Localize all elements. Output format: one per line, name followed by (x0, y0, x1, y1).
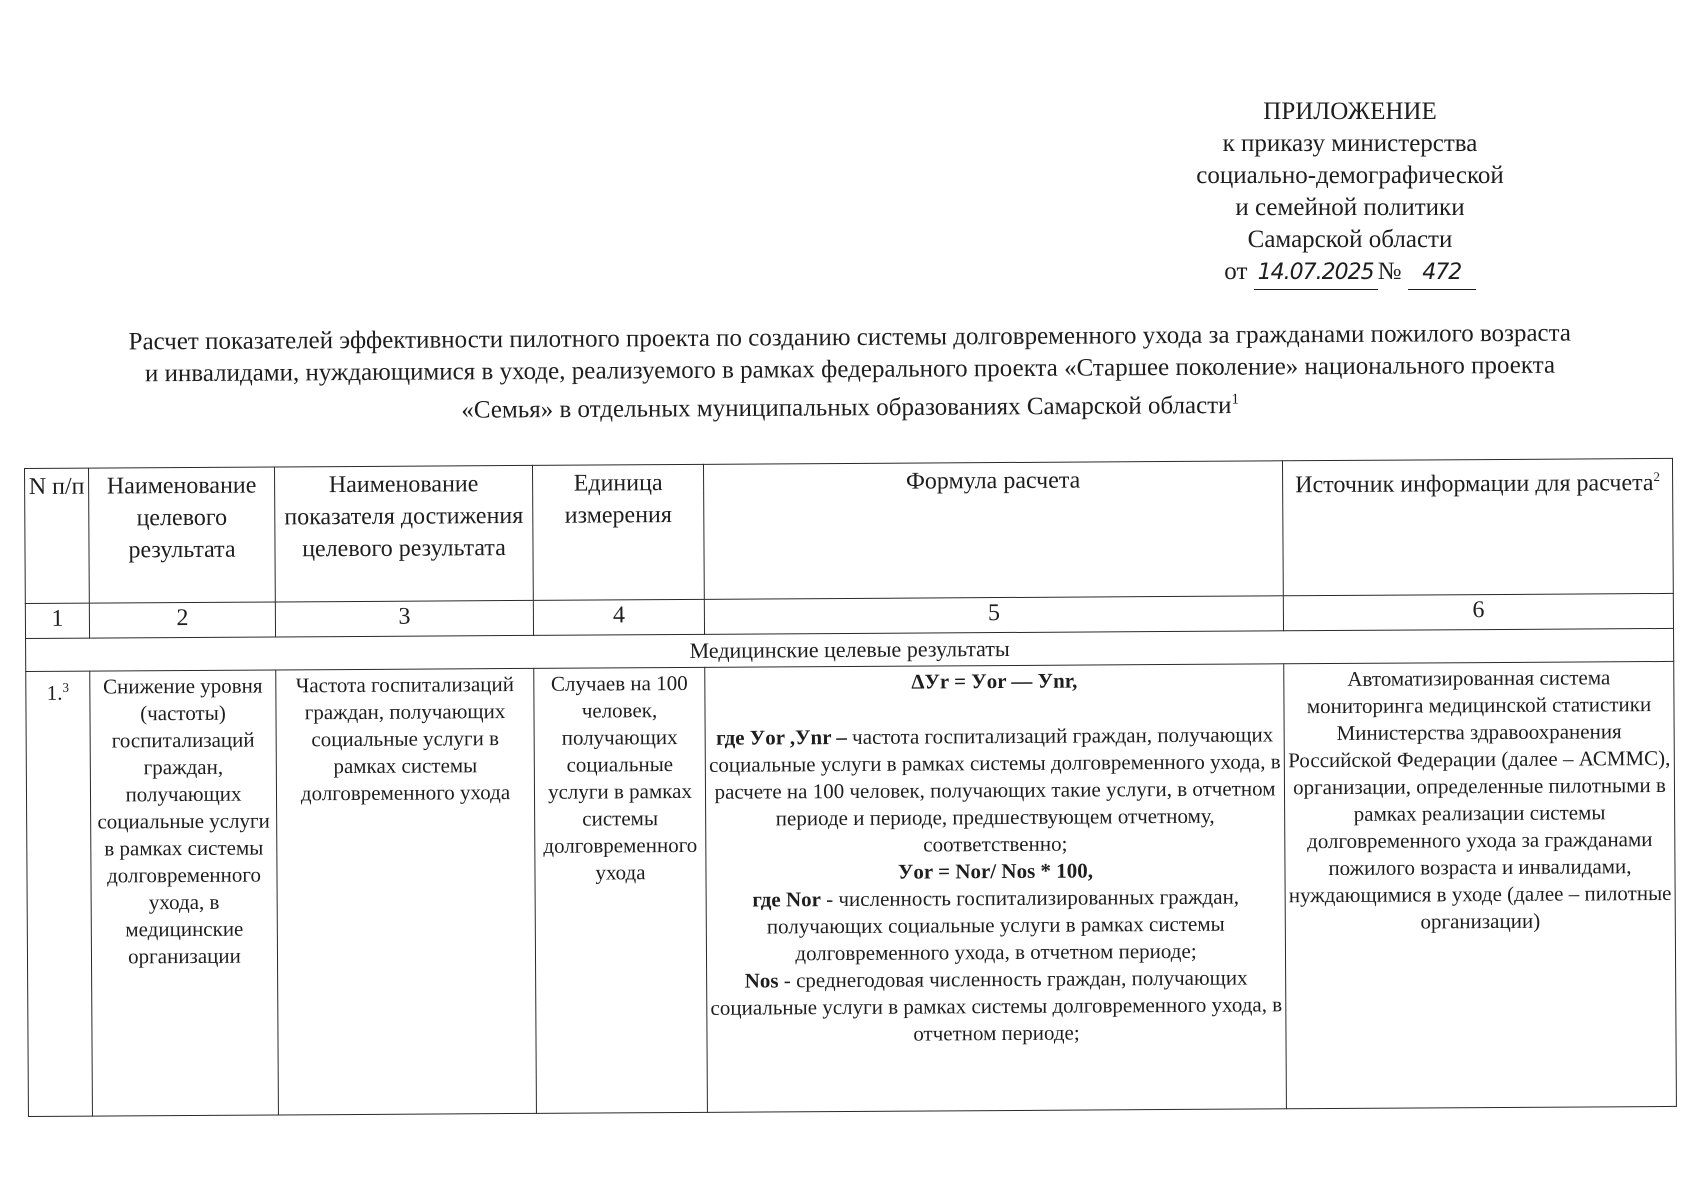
formula-variable: Nos (744, 968, 779, 993)
appendix-line: социально-демографической (1196, 162, 1504, 189)
document-title (120, 318, 1581, 429)
indicators-table (24, 458, 1677, 1117)
header-cell: Наименование показателя достижения целевого результата (274, 465, 533, 602)
source-cell: Автоматизированная система мониторинга медицинской статистики Министерства здравоохранения Российской Федерации (далее – АСММС), организации, определенные пилотными в рамках реализации системы долговременного ухода за гражданами пожилого возраста и инвалидами, нуждающимися в уходе (далее – пилотные организации) (1284, 661, 1677, 1108)
appendix-line: Самарской области (1247, 226, 1453, 253)
unit-cell: Случаев на 100 человек, получающих социальные услуги в рамках системы долговременного ухода (534, 667, 708, 1113)
handwritten-number: 472 (1408, 257, 1476, 290)
header-source-text: Источник информации для расчета (1295, 470, 1654, 499)
formula-explanation (710, 964, 1282, 1048)
formula-explanation-text: - численность госпитализированных граждан, получающих социальные услуги в рамках системы долговременного ухода, в отчетном периоде; (766, 884, 1240, 966)
footnote-mark: 3 (62, 679, 70, 695)
formula-explanation (710, 883, 1282, 967)
formula-variables: где Уor ,Уnr – (715, 724, 847, 750)
column-number: 6 (1283, 593, 1673, 630)
formula-explanation-text: - среднегодовая численность граждан, получающих социальные услуги в рамках системы долговременного ухода, в отчетном периоде; (710, 965, 1283, 1046)
column-number: 1 (25, 603, 89, 638)
footnote-mark: 1 (1231, 391, 1240, 408)
appendix-date-line (1140, 256, 1560, 290)
header-cell: Единица измерения (532, 464, 704, 600)
table-header-row (25, 458, 1674, 603)
formula-main: ΔУr = Уor — Уnr, (911, 668, 1078, 694)
section-title: Медицинские целевые результаты (26, 628, 1674, 671)
formula-variable: где Nor (752, 887, 822, 912)
formula-explanation-text: частота госпитализаций граждан, получающих социальные услуги в рамках системы долговременного ухода, в расчете на 100 человек, получающих такие услуги, в отчетном периоде и периоде, предшествующем отчетному, соответственно; (708, 722, 1281, 857)
number-sign: № (1377, 258, 1402, 285)
header-cell: N п/п (25, 468, 90, 603)
column-number: 4 (533, 599, 704, 635)
date-prefix: от (1224, 258, 1248, 285)
appendix-line: к приказу министерства (1222, 130, 1478, 157)
table-row (26, 661, 1677, 1116)
document-title-text: Расчет показателей эффективности пилотного проекта по созданию системы долговременного ухода за гражданами пожилого возраста и инвалидами, нуждающимися в уходе, реализуемого в рамках федерального проекта «Старшее поколение» национального проекта «Семья» в отдельных муниципальных образованиях Самарской области (128, 319, 1572, 424)
column-number: 5 (704, 596, 1283, 635)
handwritten-date: 14.07.2025 (1254, 257, 1378, 290)
indicator-cell: Частота госпитализаций граждан, получающих социальные услуги в рамках системы долговременного ухода (276, 668, 537, 1115)
formula-cell (705, 664, 1287, 1113)
header-cell: Формула расчета (703, 461, 1283, 600)
footnote-mark: 2 (1653, 469, 1661, 485)
header-cell: Наименование целевого результата (89, 467, 276, 603)
appendix-block (1140, 96, 1560, 290)
row-number-text: 1. (46, 680, 63, 705)
appendix-title: ПРИЛОЖЕНИЕ (1263, 98, 1437, 125)
header-cell (1282, 458, 1673, 595)
column-number: 2 (89, 602, 275, 638)
target-result-cell: Снижение уровня (частоты) госпитализаций граждан, получающих социальные услуги в рамках системы долговременного ухода, в медицинские организации (90, 670, 279, 1116)
appendix-line: и семейной политики (1235, 194, 1465, 221)
formula-secondary: Уor = Nor/ Nos * 100, (897, 858, 1094, 884)
row-number (26, 671, 93, 1116)
column-number: 3 (275, 600, 533, 637)
formula-explanation (709, 721, 1282, 859)
